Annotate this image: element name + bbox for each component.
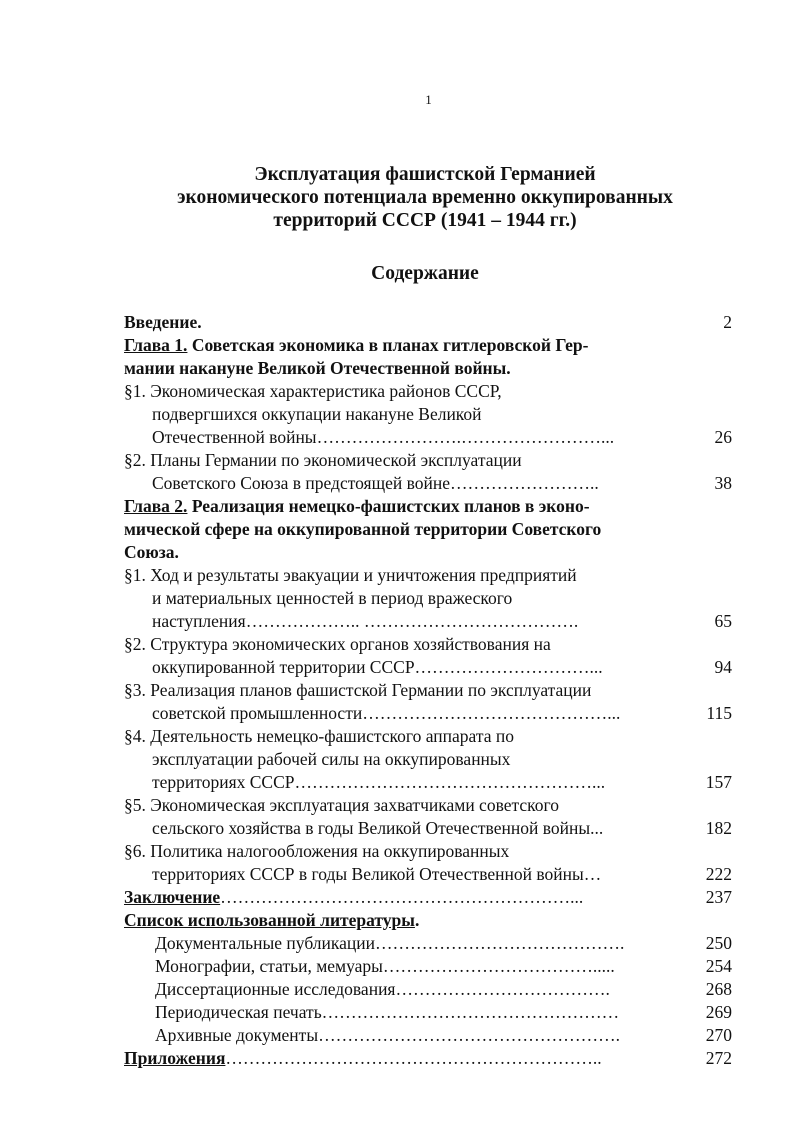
toc-page-number: 38 xyxy=(714,473,732,493)
toc-page-number: 269 xyxy=(705,1002,732,1022)
toc-chapter-2-heading-cont xyxy=(0,541,793,564)
chapter-2-title-line-3: Союза. xyxy=(124,542,179,562)
toc-label: наступления……………….. ………………………………. xyxy=(152,611,579,631)
chapter-1-title-line-2: мании накануне Великой Отечественной войны. xyxy=(124,358,511,378)
toc-label: эксплуатации рабочей силы на оккупированных xyxy=(152,749,511,769)
contents-heading: Содержание xyxy=(371,263,479,284)
title-line-3: территорий СССР (1941 – 1944 гг.) xyxy=(273,210,577,231)
bibliography-label: Список использованной литературы xyxy=(124,910,415,930)
chapter-2-title-part: Реализация немецко-фашистских планов в эконо- xyxy=(187,496,590,516)
toc-page-number: 268 xyxy=(705,979,732,999)
toc-label: §3. Реализация планов фашистской Германии по эксплуатации xyxy=(124,680,592,700)
toc-label: советской промышленности……………………………………... xyxy=(152,703,621,723)
toc-label: подвергшихся оккупации накануне Великой xyxy=(152,404,482,424)
chapter-2-title-line-2: мической сфере на оккупированной территории Советского xyxy=(124,519,602,539)
toc-entry-ch2-s6-cont xyxy=(0,863,793,886)
toc-page-number: 237 xyxy=(705,887,732,907)
toc-label: Отечественной войны…………………….……………………... xyxy=(152,427,615,447)
chapter-1-label: Глава 1. xyxy=(124,335,188,355)
page-number: 1 xyxy=(425,92,432,107)
toc-entry-ch2-s2 xyxy=(0,633,793,656)
toc-page-number: 272 xyxy=(705,1048,732,1068)
conclusion-label: Заключение xyxy=(124,887,221,907)
toc-label: §2. Планы Германии по экономической эксплуатации xyxy=(124,450,522,470)
toc-entry-ch2-s4 xyxy=(0,725,793,748)
toc-label: Периодическая печать…………………………………………… xyxy=(155,1002,620,1022)
toc-label: §1. Экономическая характеристика районов СССР, xyxy=(124,381,502,401)
title-line-1: Эксплуатация фашистской Германией xyxy=(254,164,596,185)
toc-entry-bibliography xyxy=(0,909,793,932)
chapter-1-title-part: Советская экономика в планах гитлеровской Гер- xyxy=(187,335,589,355)
toc-entry-ch1-s1-cont xyxy=(0,403,793,426)
toc-label: §2. Структура экономических органов хозяйствования на xyxy=(124,634,551,654)
toc-entry-ch2-s1-cont xyxy=(0,610,793,633)
toc-chapter-1-heading xyxy=(0,334,793,357)
toc-label: территориях СССР в годы Великой Отечественной войны… xyxy=(152,864,602,884)
toc-chapter-1-heading-cont xyxy=(0,357,793,380)
appendices-line xyxy=(124,1047,602,1070)
toc-page-number: 115 xyxy=(706,703,732,723)
toc-page-number: 26 xyxy=(714,427,732,447)
bibliography-suffix: . xyxy=(414,910,420,930)
toc-page-number: 222 xyxy=(705,864,732,884)
toc-entry-ch2-s1 xyxy=(0,564,793,587)
toc-label: Монографии, статьи, мемуары………………………………..... xyxy=(155,956,615,976)
appendices-label: Приложения xyxy=(124,1048,226,1068)
toc-page-number: 270 xyxy=(705,1025,732,1045)
toc-entry-ch2-s4-cont xyxy=(0,748,793,771)
toc-entry-ch2-s5-cont xyxy=(0,817,793,840)
toc-entry-ch2-s1-cont xyxy=(0,587,793,610)
toc-entry-ch1-s1 xyxy=(0,380,793,403)
toc-entry-ch2-s4-cont xyxy=(0,771,793,794)
toc-label: Архивные документы……………………………………………. xyxy=(155,1025,620,1045)
toc-label: §1. Ход и результаты эвакуации и уничтожения предприятий xyxy=(124,565,577,585)
toc-entry-introduction xyxy=(0,311,793,334)
chapter-2-title-line-1 xyxy=(124,495,590,518)
toc-entry-appendices xyxy=(0,1047,793,1070)
toc-label: Введение. xyxy=(124,312,202,332)
toc-page-number: 250 xyxy=(705,933,732,953)
toc-page-number: 94 xyxy=(714,657,732,677)
toc-entry-ch2-s3-cont xyxy=(0,702,793,725)
toc-label: Советского Союза в предстоящей войне…………………….. xyxy=(152,473,599,493)
toc-entry-bibliography-item xyxy=(0,1024,793,1047)
document-title xyxy=(100,163,750,232)
toc-entry-conclusion xyxy=(0,886,793,909)
toc-entry-ch2-s3 xyxy=(0,679,793,702)
toc-entry-ch1-s2-cont xyxy=(0,472,793,495)
toc-page-number: 182 xyxy=(705,818,732,838)
toc-label: Документальные публикации……………………………………. xyxy=(155,933,625,953)
toc-label: Диссертационные исследования………………………………. xyxy=(155,979,610,999)
toc-label: оккупированной территории СССР…………………………... xyxy=(152,657,603,677)
toc-label: сельского хозяйства в годы Великой Отечественной войны... xyxy=(152,818,604,838)
toc-chapter-2-heading xyxy=(0,495,793,518)
toc-page-number: 254 xyxy=(705,956,732,976)
appendices-dots: ……………………………………………………….. xyxy=(225,1048,602,1068)
chapter-2-label: Глава 2. xyxy=(124,496,188,516)
title-line-2: экономического потенциала временно оккупированных xyxy=(177,187,673,208)
toc-entry-bibliography-item xyxy=(0,1001,793,1024)
toc-label: §4. Деятельность немецко-фашистского аппарата по xyxy=(124,726,514,746)
toc-chapter-2-heading-cont xyxy=(0,518,793,541)
toc-entry-bibliography-item xyxy=(0,955,793,978)
toc-entry-ch1-s1-cont xyxy=(0,426,793,449)
toc-entry-bibliography-item xyxy=(0,978,793,1001)
toc-label: и материальных ценностей в период вражеского xyxy=(152,588,513,608)
conclusion-dots: ……………………………………………………... xyxy=(220,887,584,907)
toc-page-number: 2 xyxy=(723,312,732,332)
toc-label: §6. Политика налогообложения на оккупированных xyxy=(124,841,510,861)
table-of-contents xyxy=(0,311,793,1070)
toc-entry-ch1-s2 xyxy=(0,449,793,472)
toc-entry-ch2-s6 xyxy=(0,840,793,863)
toc-entry-ch2-s2-cont xyxy=(0,656,793,679)
conclusion-line xyxy=(124,886,583,909)
chapter-1-title-line-1 xyxy=(124,334,588,357)
toc-page-number: 65 xyxy=(714,611,732,631)
toc-label: §5. Экономическая эксплуатация захватчиками советского xyxy=(124,795,559,815)
toc-page-number: 157 xyxy=(705,772,732,792)
toc-entry-ch2-s5 xyxy=(0,794,793,817)
toc-entry-bibliography-item xyxy=(0,932,793,955)
bibliography-line xyxy=(124,909,419,932)
toc-label: территориях СССР……………………………………………... xyxy=(152,772,606,792)
